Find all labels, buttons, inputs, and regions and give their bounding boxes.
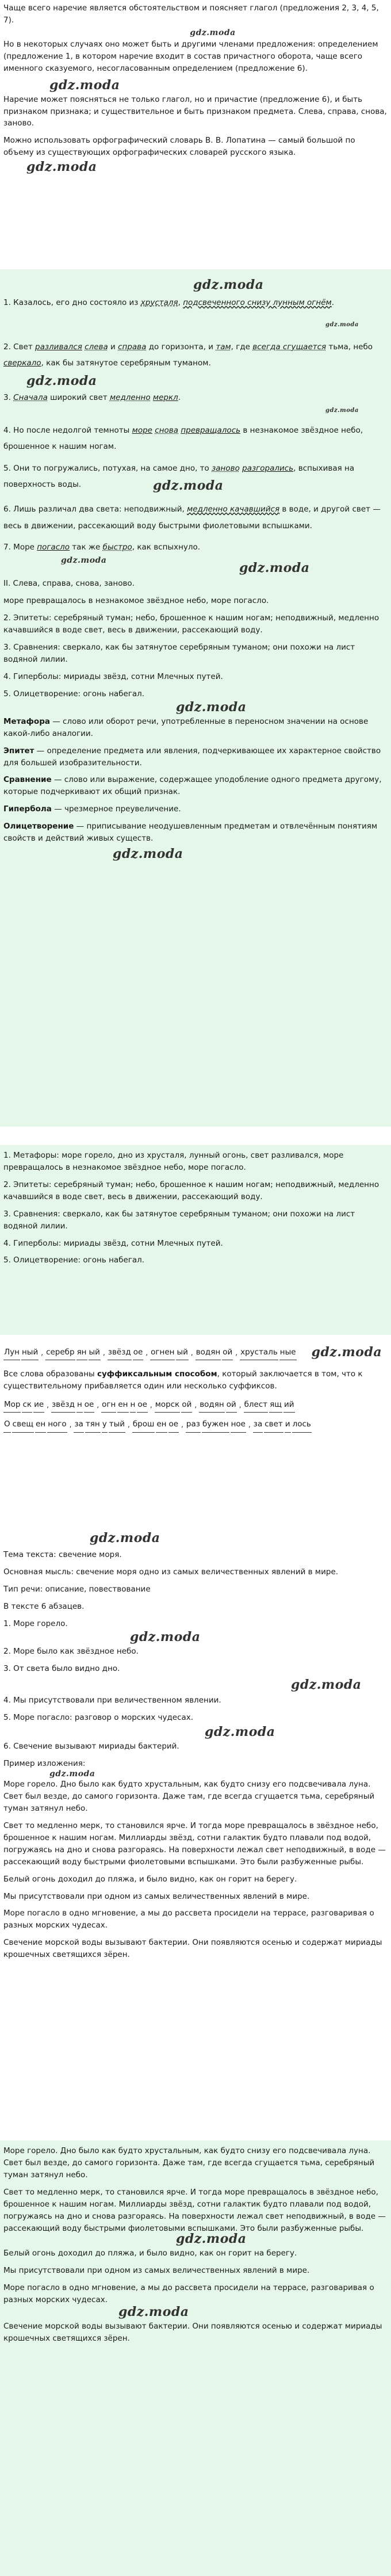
essay-paragraph-5: Море погасло в одно мгновение, а мы до рассвета просидели на террасе, разговаривая о разных морских чудесах.	[3, 1909, 374, 1930]
essay-paragraph-6: Свечение морской воды вызывают бактерии. Они появляются осенью и содержат мириады крошечных светящихся зёрен.	[3, 1938, 382, 1960]
plan-item-4: 4. Мы присутствовали при величественном явлении.	[3, 1696, 221, 1705]
part2-metaphors: море превращалось в незнакомое звёздное небо, море погасло.	[3, 596, 269, 606]
essay-paragraph-1: Море горело. Дно было как будто хрустальным, как будто снизу его подсвечивала луна. Свет был везде, до самого горизонта. Даже там, где всегда сгущается тьма, серебряный туман затянул небо.	[3, 1780, 375, 1813]
part2-heading: II. Слева, справа, снова, заново.	[3, 579, 135, 589]
watermark: gdz.moda	[176, 2231, 247, 2247]
part2-hyperbole: 4. Гиперболы: мириады звёзд, сотни Млечных путей.	[3, 671, 223, 681]
sentences-section	[0, 269, 391, 1127]
watermark: gdz.moda	[61, 556, 107, 566]
figures-epithets: 2. Эпитеты: серебряный туман; небо, брошенное к нашим ногам; неподвижный, медленно качавшийся в воде свет, весь в движении, рассекающий воду.	[3, 1180, 379, 1201]
sentence-4: 4. Но после недолгой темноты море снова превращалось в незнакомое звёздное небо, брошенное к нашим ногам.	[3, 425, 363, 452]
sentence-7: 7. Море погасло так же быстро, как вспыхнуло.	[3, 543, 201, 552]
essay-paragraph-4: Мы присутствовали при одном из самых величественных явлений в мире.	[3, 1891, 310, 1901]
word-formation-section	[0, 1341, 391, 1433]
essay2-paragraph-2: Свет то медленно мерк, то становился ярче. И тогда море превращалось в звёздное небо, брошенное к нашим ногам. Миллиарды звёзд, сотни галактик будто плавали под водой, погружаясь на дно и снова разгораясь. На поверхности лежал свет неподвижный, в воде — рассекающий воду быстрыми фиолетовыми вспышками. Это были разбуженные рыбы.	[3, 2187, 386, 2233]
watermark: gdz.moda	[113, 846, 183, 862]
watermark: gdz.moda	[118, 2304, 189, 2320]
sentence-6: 6. Лишь различал два света: неподвижный, медленно качавшийся в воде, и другой свет — весь в движении, рассекающий воду быстрыми фиолетовыми вспышками.	[3, 505, 381, 531]
watermark: gdz.moda	[26, 373, 97, 388]
def-comparison: Сравнение — слово или выражение, содержащее уподобление одного предмета другому, которые подчеркивают их общий признак.	[3, 775, 382, 797]
def-personification: Олицетворение — приписывание неодушевленным предметам и отвлечённым понятиям свойств и действий живых существ.	[3, 822, 378, 844]
figures-personification: 5. Олицетворение: огонь набегал.	[3, 1255, 145, 1265]
essay2-paragraph-5: Море погасло в одно мгновение, а мы до рассвета просидели на террасе, разговаривая о разных морских чудесах.	[3, 2283, 374, 2305]
plan-item-3: 3. От света было видно дно.	[3, 1663, 120, 1673]
essay2-paragraph-6: Свечение морской воды вызывают бактерии. Они появляются осенью и содержат мириады крошечных светящихся зёрен.	[3, 2322, 382, 2344]
watermark: gdz.moda	[205, 1724, 275, 1740]
intro-paragraph-1: Чаще всего наречие является обстоятельством и поясняет глагол (предложения 2, 3, 4, 5, 7).	[3, 3, 379, 25]
text-topic: Тема текста: свечение моря.	[3, 1550, 122, 1559]
text-main-idea: Основная мысль: свечение моря одно из самых величественных явлений в мире.	[3, 1567, 339, 1577]
sentence-5: 5. Они то погружались, потухая, на самое дно, то заново разгорались, вспыхивая на поверхность воды.	[3, 463, 355, 489]
watermark: gdz.moda	[190, 28, 236, 37]
word-formation-note: Все слова образованы суффиксальным способом, который заключается в том, что к существительному прибавляется один или несколько суффиксов.	[3, 1369, 363, 1391]
watermark: gdz.moda	[49, 1769, 95, 1779]
def-epithet: Эпитет — определение предмета или явления, подчеркивающее их характерное свойство для большей изобразительности.	[3, 746, 381, 768]
essay2-paragraph-3: Белый огонь доходил до пляжа, и было видно, как он горит на берегу.	[3, 2249, 297, 2258]
sentence-1: 1. Казалось, его дно состояло из хрусталя, подсвеченного снизу лунным огнём.	[3, 298, 335, 307]
watermark: gdz.moda	[193, 277, 264, 292]
text-paragraph-count: В тексте 6 абзацев.	[3, 1601, 85, 1611]
essay-paragraph-3: Белый огонь доходил до пляжа, и было видно, как он горит на берегу.	[3, 1874, 297, 1884]
figures-comparisons: 3. Сравнения: сверкало, как бы затянутое серебряным туманом; они похожи на лист водяной лилии.	[3, 1209, 355, 1231]
text-analysis-section	[0, 1531, 391, 1966]
morpheme-row-1: Лун ный , серебр ян ый , звёзд ое , огнен ый , водян ой , хрусталь ные gdz.moda	[3, 1341, 388, 1365]
intro-paragraph-3: Наречие может поясняться не только глагол, но и причастие (предложение 6), и быть признаком признака; и существительное и быть признаком предмета. Слева, справа, снова, заново.	[3, 94, 387, 128]
intro-paragraph-4: Можно использовать орфографический словарь В. В. Лопатина — самый большой по объему из существующих орфографических словарей русского языка.	[3, 136, 355, 158]
watermark: gdz.moda	[239, 560, 310, 576]
morpheme-row-3: О свещ ен ного , за тян у тый , брош ен ое , раз бужен ное , за свет и лось	[3, 1417, 388, 1433]
intro-paragraph-2: Но в некоторых случаях оно может быть и другими членами предложения: определением (предложение 1, в котором наречие входит в состав причастного оборота, чаще всего именного сказуемого, несогласованным определением (предложение 6).	[3, 39, 378, 73]
example-heading: Пример изложения:	[3, 1759, 86, 1769]
figures-list-section	[0, 1145, 391, 1335]
watermark: gdz.moda	[90, 1531, 160, 1545]
watermark: gdz.moda	[325, 407, 359, 414]
part2-comparisons: 3. Сравнения: сверкало, как бы затянутое серебряным туманом; они похожи на лист водяной лилии.	[3, 643, 355, 664]
watermark: gdz.moda	[325, 321, 359, 328]
plan-item-1: 1. Море горело.	[3, 1619, 68, 1628]
essay2-paragraph-1: Море горело. Дно было как будто хрустальным, как будто снизу его подсвечивала луна. Свет был везде, до самого горизонта. Даже там, где всегда сгущается тьма, серебряный туман затянул небо.	[3, 2146, 375, 2180]
watermark: gdz.moda	[176, 699, 247, 715]
watermark: gdz.moda	[311, 1345, 382, 1360]
essay-repeat-section	[0, 2140, 391, 2576]
essay-paragraph-2: Свет то медленно мерк, то становился ярче. И тогда море превращалось в звёздное небо, брошенное к нашим ногам. Миллиарды звёзд, сотни галактик будто плавали под водой, погружаясь на дно и снова разгораясь. На поверхности лежал свет неподвижный, в воде — рассекающий воду быстрыми фиолетовыми вспышками. Это были разбуженные рыбы.	[3, 1821, 386, 1867]
def-hyperbole: Гипербола — чрезмерное преувеличение.	[3, 804, 181, 814]
sentence-2: 2. Свет разливался слева и справа до горизонта, и там, где всегда сгущается тьма, небо сверкало, как бы затянутое серебряным туманом.	[3, 342, 373, 368]
watermark: gdz.moda	[153, 478, 224, 494]
def-metaphor: Метафора — слово или оборот речи, употребленные в переносном значении на основе какой-либо аналогии.	[3, 716, 369, 738]
essay2-paragraph-4: Мы присутствовали при одном из самых величественных явлений в мире.	[3, 2266, 310, 2276]
text-speech-type: Тип речи: описание, повествование	[3, 1584, 151, 1594]
part2-personification: 5. Олицетворение: огонь набегал.	[3, 689, 145, 699]
plan-item-5: 5. Море погасло: разговор о морских чудесах.	[3, 1713, 194, 1723]
watermark: gdz.moda	[49, 77, 120, 93]
figures-hyperbole: 4. Гиперболы: мириады звёзд, сотни Млечных путей.	[3, 1238, 223, 1248]
watermark: gdz.moda	[291, 1677, 362, 1693]
part2-epithets: 2. Эпитеты: серебряный туман; небо, брошенное к нашим ногам; неподвижный, медленно качавшийся в воде свет, весь в движении, рассекающий воду.	[3, 613, 379, 635]
plan-item-6: 6. Свечение вызывают мириады бактерий.	[3, 1742, 179, 1751]
watermark: gdz.moda	[130, 1629, 201, 1644]
plan-item-2: 2. Море было как звёздное небо.	[3, 1646, 139, 1656]
intro-section	[0, 2, 391, 174]
morpheme-row-2: Мор ск ие , звёзд н ое , огн ен н ое , морск ой , водян ой , блест ящ ий	[3, 1398, 388, 1413]
figures-metaphors: 1. Метафоры: море горело, дно из хрусталя, лунный огонь, свет разливался, море превращалось в незнакомое звёздное небо, море погасло.	[3, 1151, 344, 1172]
watermark: gdz.moda	[26, 159, 97, 175]
sentence-3: 3. Сначала широкий свет медленно меркл.	[3, 392, 181, 402]
